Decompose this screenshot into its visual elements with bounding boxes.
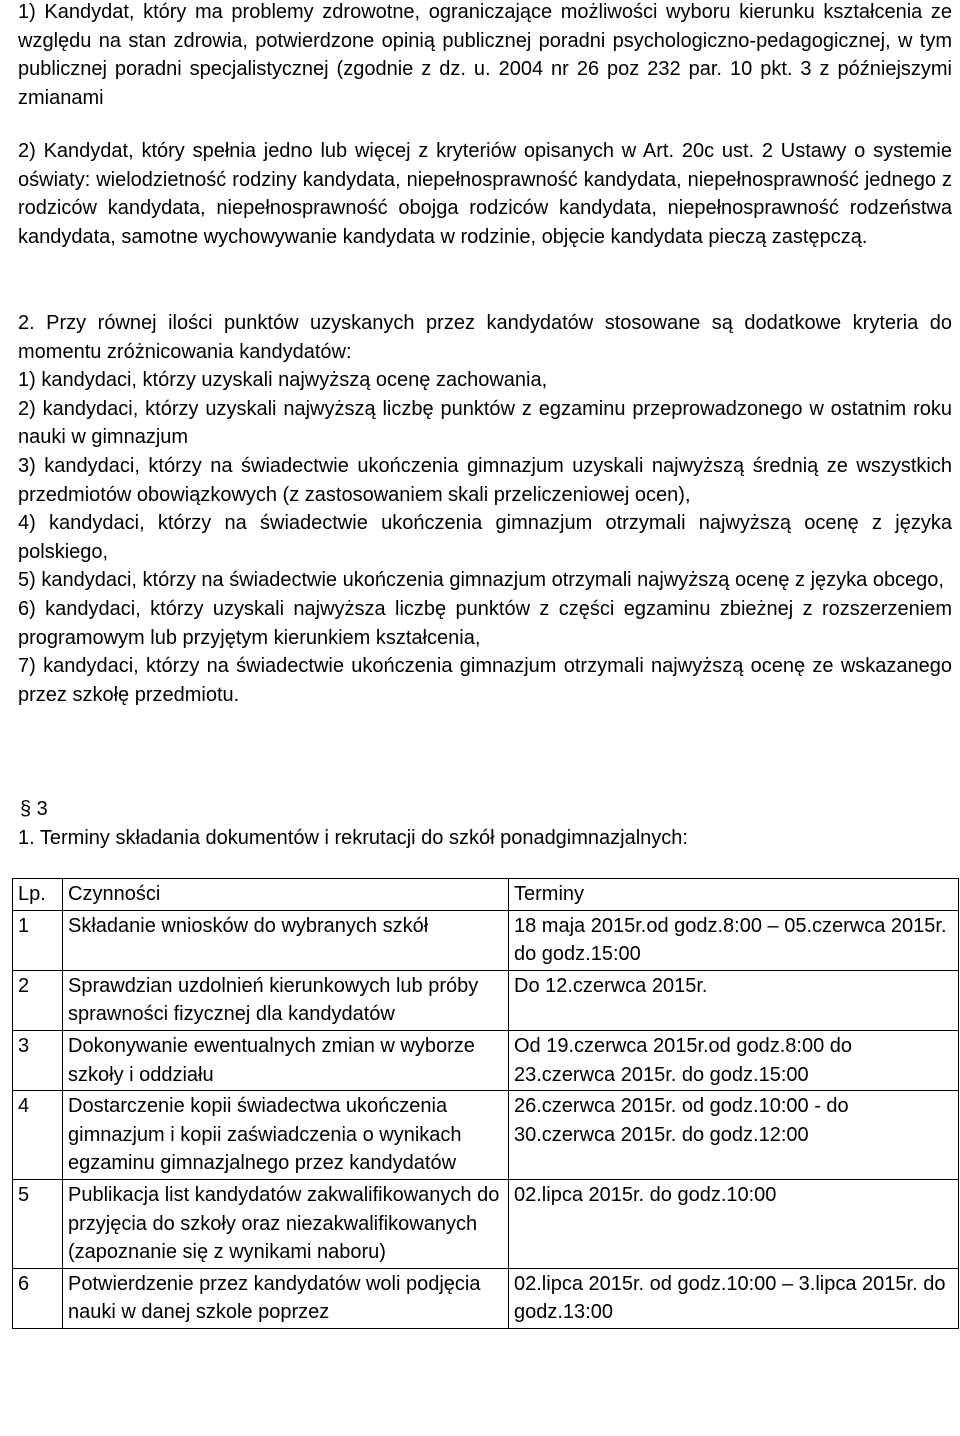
paragraph-health-criterion: 1) Kandydat, który ma problemy zdrowotne, ograniczające możliwości wyboru kierunku kształcenia ze względu na stan zdrowia, potwierdzone opinią publicznej poradni psychologiczno-pedagogicznej, w tym publicznej poradni specjalistycznej (zgodnie z dz. u. 2004 nr 26 poz 232 par. 10 pkt. 3 z późniejszymi zmianami: [18, 1, 952, 109]
schedule-table: [12, 878, 959, 1329]
row-activity: Dokonywanie ewentualnych zmian w wyborze szkoły i oddziału: [63, 1030, 509, 1090]
paragraph-family-criteria: 2) Kandydat, który spełnia jedno lub więcej z kryteriów opisanych w Art. 20c ust. 2 Ustawy o systemie oświaty: wielodzietność rodziny kandydata, niepełnosprawność kandydata, niepełnosprawność jednego z rodziców kandydata, niepełnosprawność obojga rodziców kandydata, niepełnosprawność rodzeństwa kandydata, samotne wychowywanie kandydata w rodzinie, objęcie kandydata pieczą zastępczą.: [18, 140, 952, 248]
row-date: 18 maja 2015r.od godz.8:00 – 05.czerwca 2015r. do godz.15:00: [509, 910, 959, 970]
row-date: Do 12.czerwca 2015r.: [509, 970, 959, 1030]
table-row: [13, 1268, 959, 1328]
table-header-row: [13, 879, 959, 911]
header-lp: Lp.: [13, 879, 63, 911]
row-number: 2: [13, 970, 63, 1030]
row-activity: Potwierdzenie przez kandydatów woli podjęcia nauki w danej szkole poprzez: [63, 1268, 509, 1328]
tiebreak-intro: 2. Przy równej ilości punktów uzyskanych przez kandydatów stosowane są dodatkowe kryteria do momentu zróżnicowania kandydatów:: [18, 312, 952, 363]
row-date: 26.czerwca 2015r. od godz.10:00 - do 30.czerwca 2015r. do godz.12:00: [509, 1091, 959, 1180]
criteria-item: 7) kandydaci, którzy na świadectwie ukończenia gimnazjum otrzymali najwyższą ocenę ze wskazanego przez szkołę przedmiotu.: [18, 655, 952, 706]
header-dates: Terminy: [509, 879, 959, 911]
row-number: 5: [13, 1179, 63, 1268]
row-activity: Dostarczenie kopii świadectwa ukończenia gimnazjum i kopii zaświadczenia o wynikach egzaminu gimnazjalnego przez kandydatów: [63, 1091, 509, 1180]
table-row: [13, 1091, 959, 1180]
table-row: [13, 910, 959, 970]
row-number: 3: [13, 1030, 63, 1090]
tiebreak-criteria-block: [18, 309, 952, 709]
section-mark: § 3: [20, 798, 48, 820]
header-activities: Czynności: [63, 879, 509, 911]
row-date: 02.lipca 2015r. do godz.10:00: [509, 1179, 959, 1268]
table-row: [13, 1179, 959, 1268]
criteria-item: 3) kandydaci, którzy na świadectwie ukończenia gimnazjum uzyskali najwyższą średnią ze wszystkich przedmiotów obowiązkowych (z zastosowaniem skali przeliczeniowej ocen),: [18, 454, 952, 506]
section-header: [18, 795, 952, 852]
criteria-item: 4) kandydaci, którzy na świadectwie ukończenia gimnazjum otrzymali najwyższą ocenę z języka polskiego,: [18, 512, 952, 563]
table-row: [13, 970, 959, 1030]
row-activity: Publikacja list kandydatów zakwalifikowanych do przyjęcia do szkoły oraz niezakwalifikowanych (zapoznanie się z wynikami naboru): [63, 1179, 509, 1268]
row-activity: Sprawdzian uzdolnień kierunkowych lub próby sprawności fizycznej dla kandydatów: [63, 970, 509, 1030]
row-number: 6: [13, 1268, 63, 1328]
criteria-item: 6) kandydaci, którzy uzyskali najwyższa liczbę punktów z części egzaminu zbieżnej z rozszerzeniem programowym lub przyjętym kierunkiem kształcenia,: [18, 597, 952, 649]
row-date: Od 19.czerwca 2015r.od godz.8:00 do 23.czerwca 2015r. do godz.15:00: [509, 1030, 959, 1090]
criteria-item: 2) kandydaci, którzy uzyskali najwyższą liczbę punktów z egzaminu przeprowadzonego w ostatnim roku nauki w gimnazjum: [18, 397, 952, 449]
table-row: [13, 1030, 959, 1090]
criteria-item: 5) kandydaci, którzy na świadectwie ukończenia gimnazjum otrzymali najwyższą ocenę z języka obcego,: [18, 569, 944, 592]
row-number: 1: [13, 910, 63, 970]
row-date: 02.lipca 2015r. od godz.10:00 – 3.lipca 2015r. do godz.13:00: [509, 1268, 959, 1328]
section-heading: 1. Terminy składania dokumentów i rekrutacji do szkół ponadgimnazjalnych:: [18, 826, 688, 849]
row-number: 4: [13, 1091, 63, 1180]
row-activity: Składanie wniosków do wybranych szkół: [63, 910, 509, 970]
criteria-item: 1) kandydaci, którzy uzyskali najwyższą ocenę zachowania,: [18, 369, 548, 392]
